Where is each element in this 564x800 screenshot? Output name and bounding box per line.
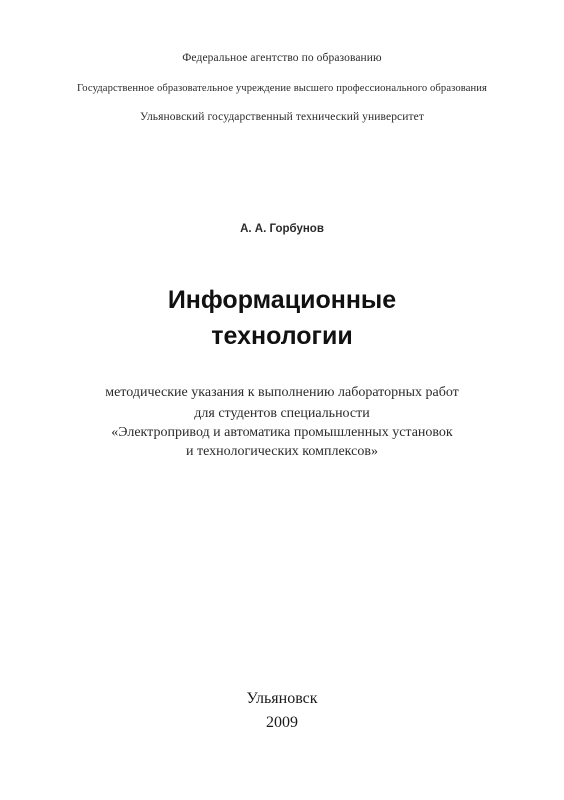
institution-name: Государственное образовательное учреждение высшего профессионального образования — [76, 83, 488, 94]
description-line-2: для студентов специальности — [194, 406, 370, 421]
publication-year: 2009 — [266, 714, 298, 731]
university-name: Ульяновский государственный технический университет — [140, 111, 424, 123]
agency-name: Федеральное агентство по образованию — [182, 52, 382, 64]
author-name: А. А. Горбунов — [240, 223, 324, 235]
publication-city: Ульяновск — [246, 690, 318, 707]
description-line-4: и технологических комплексов» — [186, 444, 378, 459]
book-title-line-1: Информационные — [167, 286, 397, 314]
book-title-line-2: технологии — [211, 322, 353, 350]
description-line-3: «Электропривод и автоматика промышленных установок — [111, 425, 453, 440]
description-line-1: методические указания к выполнению лабораторных работ — [105, 385, 459, 400]
